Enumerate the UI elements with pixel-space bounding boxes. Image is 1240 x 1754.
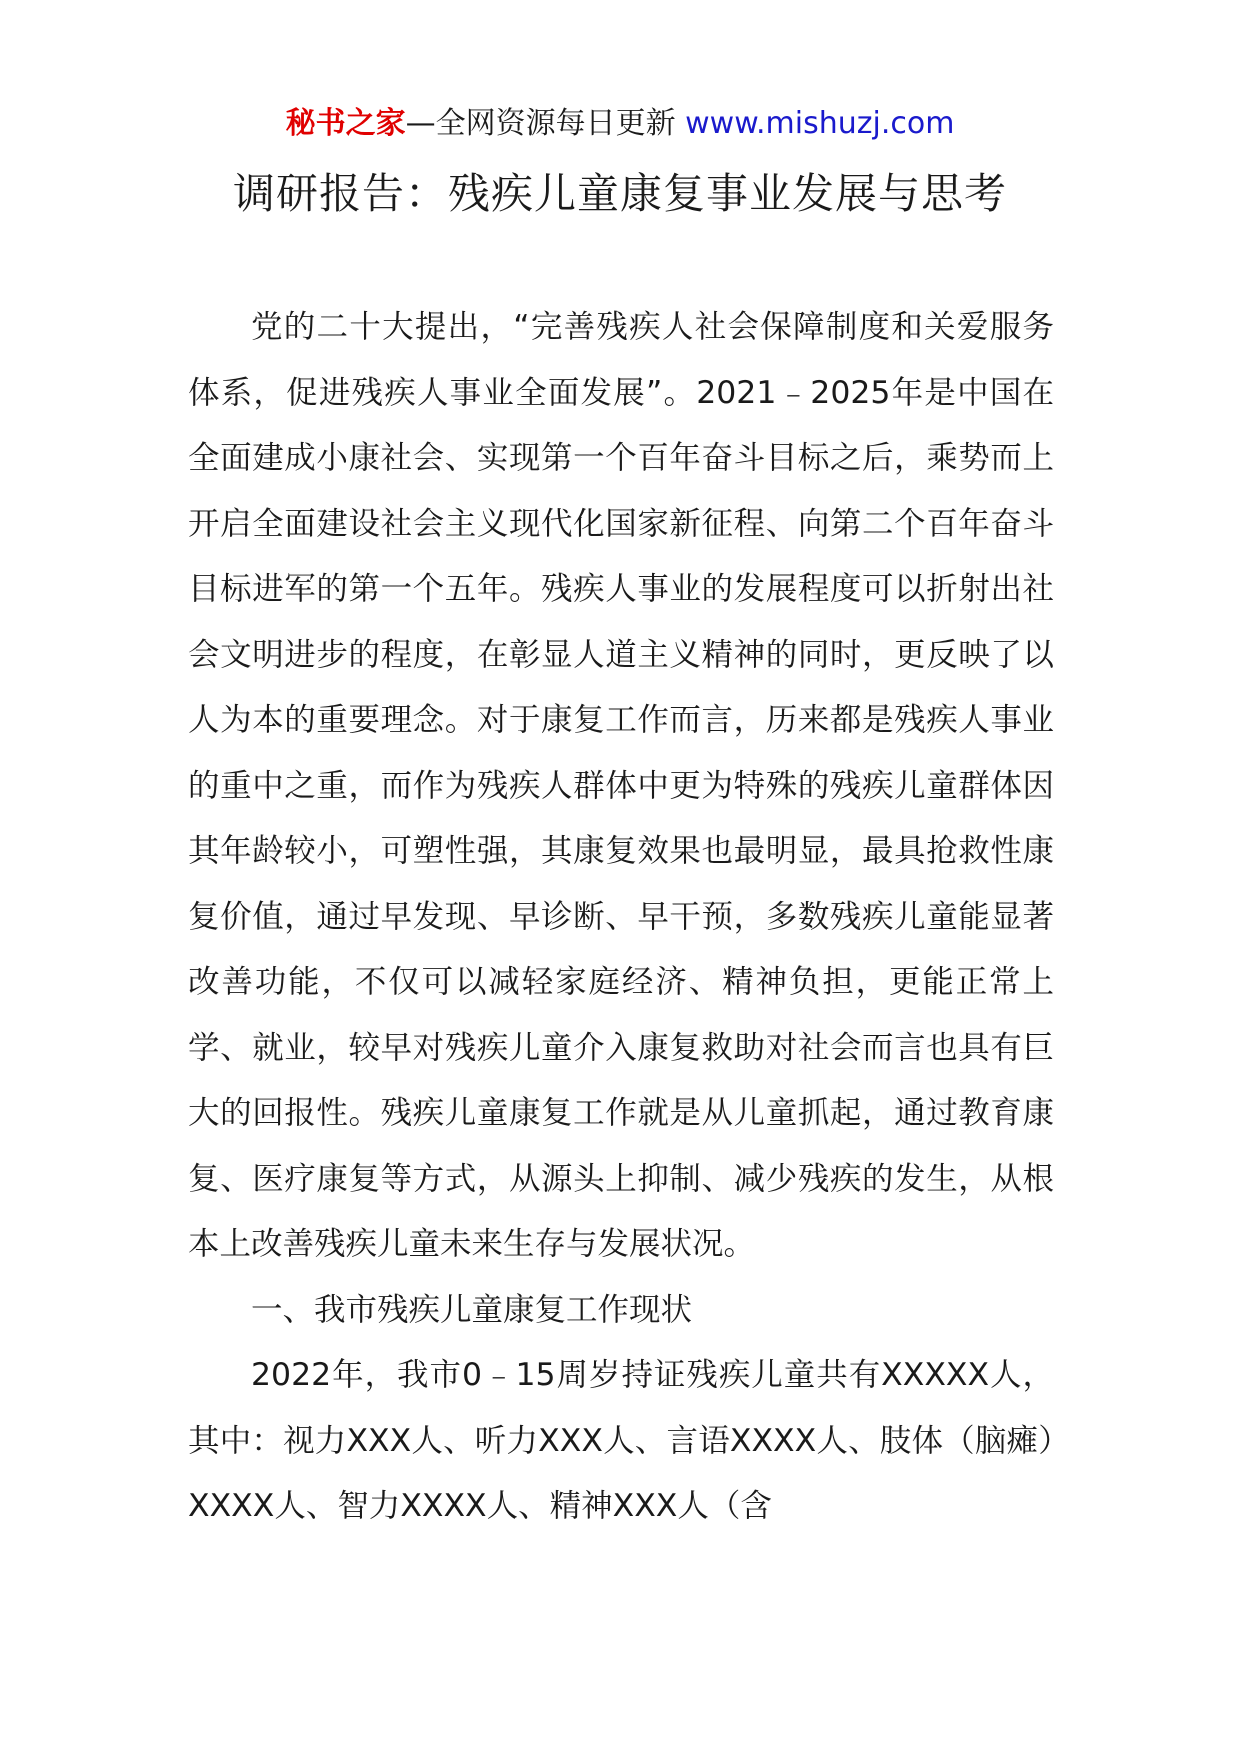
site-name: 秘书之家 <box>285 106 406 141</box>
site-url-link[interactable]: www.mishuzj.com <box>685 106 955 141</box>
body-paragraph-intro: 党的二十大提出，“完善残疾人社会保障制度和关爱服务体系，促进残疾人事业全面发展”。2021﹣2025年是中国在全面建成小康社会、实现第一个百年奋斗目标之后，乘势而上开启全面建设社会主义现代化国家新征程、向第二个百年奋斗目标进军的第一个五年。残疾人事业的发展程度可以折射出社会文明进步的程度，在彰显人道主义精神的同时，更反映了以人为本的重要理念。对于康复工作而言，历来都是残疾人事业的重中之重，而作为残疾人群体中更为特殊的残疾儿童群体因其年龄较小，可塑性强，其康复效果也最明显，最具抢救性康复价值，通过早发现、早诊断、早干预，多数残疾儿童能显著改善功能，不仅可以减轻家庭经济、精神负担，更能正常上学、就业，较早对残疾儿童介入康复救助对社会而言也具有巨大的回报性。残疾儿童康复工作就是从儿童抓起，通过教育康复、医疗康复等方式，从源头上抑制、减少残疾的发生，从根本上改善残疾儿童未来生存与发展状况。 <box>188 309 1054 1262</box>
section-heading-1: 一、我市残疾儿童康复工作现状 <box>251 1291 693 1328</box>
site-slogan: —全网资源每日更新 <box>405 106 686 141</box>
document-title: 调研报告：残疾儿童康复事业发展与思考 <box>232 169 1007 218</box>
body-paragraph-statistics: 2022年，我市0﹣15周岁持证残疾儿童共有XXXXX人，其中：视力XXX人、听力XXX人、言语XXXX人、肢体（脑瘫）XXXX人、智力XXXX人、精神XXX人（含 <box>188 1357 1054 1524</box>
site-header <box>0 104 1240 144</box>
document-body <box>188 295 1054 1540</box>
